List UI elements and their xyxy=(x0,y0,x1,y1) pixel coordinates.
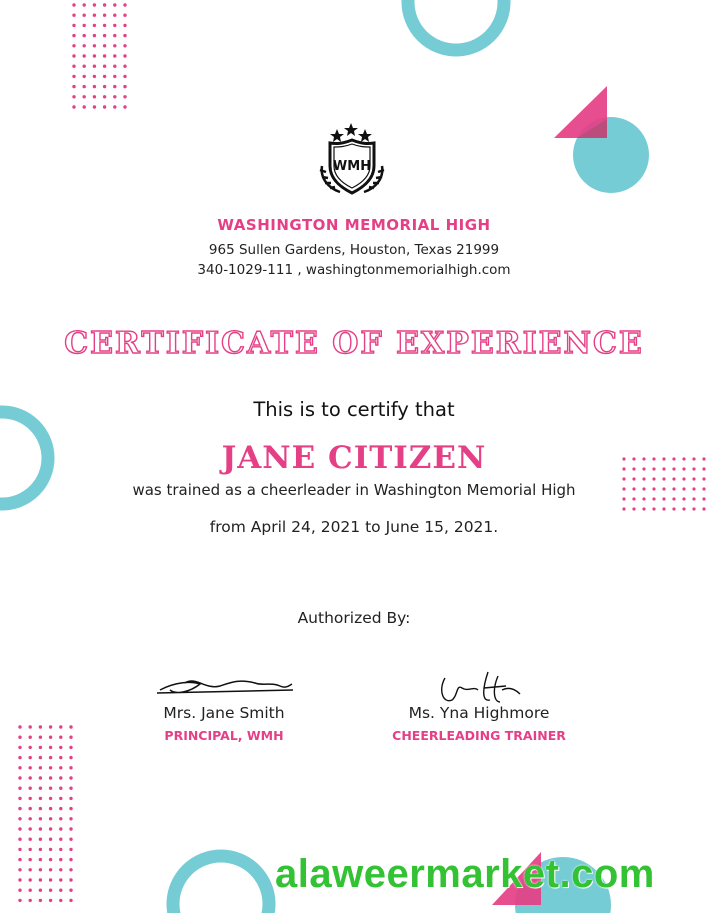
certify-text: This is to certify that xyxy=(253,398,455,421)
certificate-title: CERTIFICATE OF EXPERIENCE xyxy=(64,326,644,361)
school-name: WASHINGTON MEMORIAL HIGH xyxy=(217,216,491,234)
authorized-by-label: Authorized By: xyxy=(297,609,411,627)
watermark-text: alaweermarket.com xyxy=(275,852,655,896)
shield-crest-icon xyxy=(314,122,390,196)
school-contact: 340-1029-111 , washingtonmemorialhigh.com xyxy=(197,262,511,278)
ring-bottom xyxy=(173,856,269,913)
ring-top xyxy=(408,0,504,50)
signatory-name: Mrs. Jane Smith xyxy=(163,704,285,722)
recipient-name: JANE CITIZEN xyxy=(221,440,487,476)
logo-monogram: WMH xyxy=(332,159,372,174)
dot-grid-bottom-left xyxy=(18,725,72,902)
signatory-role: CHEERLEADING TRAINER xyxy=(392,728,566,743)
dot-grid-top-left xyxy=(72,3,126,108)
signatory-trainer xyxy=(369,672,589,743)
training-description: was trained as a cheerleader in Washington Memorial High xyxy=(132,481,576,499)
signatory-name: Ms. Yna Highmore xyxy=(408,704,550,722)
signatory-principal xyxy=(114,672,334,743)
school-address: 965 Sullen Gardens, Houston, Texas 21999 xyxy=(208,242,500,258)
training-dates: from April 24, 2021 to June 15, 2021. xyxy=(209,518,499,536)
signatory-role: PRINCIPAL, WMH xyxy=(164,728,284,743)
